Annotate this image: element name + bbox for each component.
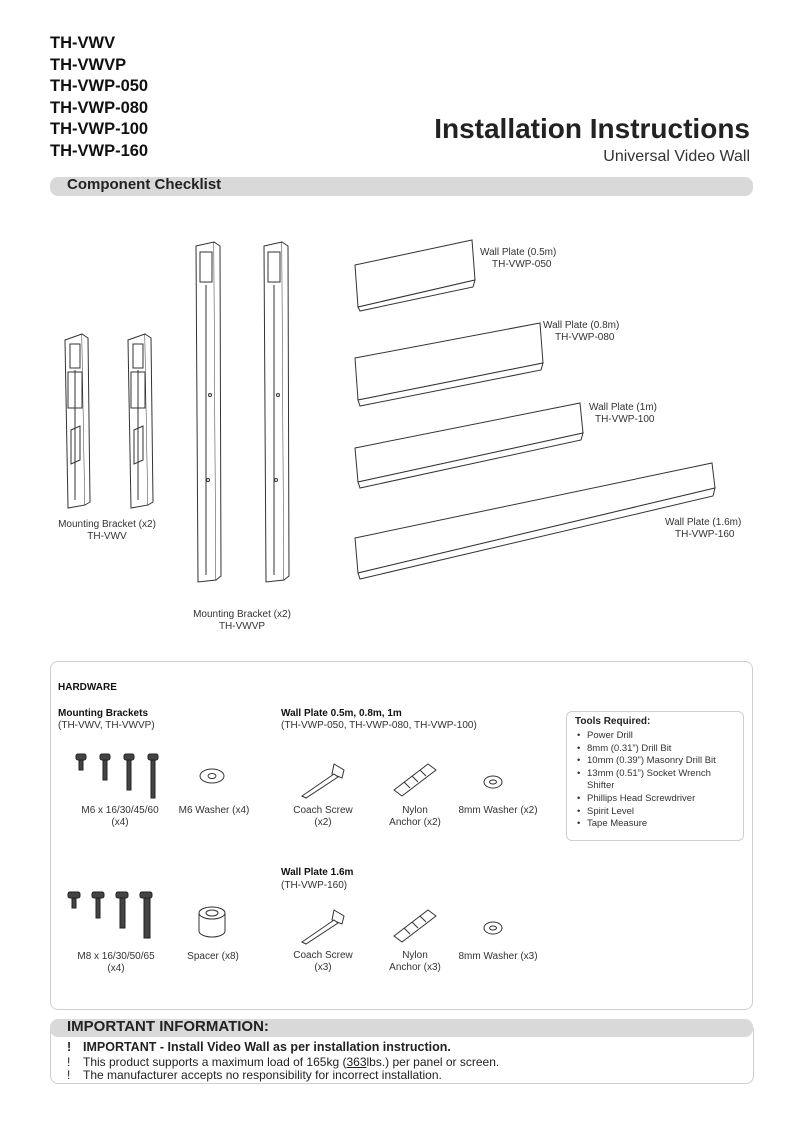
- model-name: TH-VWV: [50, 34, 116, 52]
- mounting-bracket-small-illustration: [60, 330, 160, 510]
- nylon-anchor-a-qty: Anchor (x2): [389, 817, 441, 828]
- nylon-anchor-illustration: [390, 906, 440, 946]
- page-subtitle: Universal Video Wall: [603, 148, 750, 165]
- m8-bolts-caption: [56, 951, 176, 975]
- bracket-tall-model: TH-VWVP: [218, 621, 266, 632]
- important-line-1-text: IMPORTANT - Install Video Wall as per installation instruction.: [83, 1040, 451, 1054]
- model-name: TH-VWP-050: [50, 77, 149, 95]
- washer-8mm-illustration: [482, 920, 504, 938]
- wall-plate-100-caption: [589, 402, 657, 426]
- important-line-2-num: 363: [346, 1055, 367, 1069]
- important-heading: IMPORTANT INFORMATION:: [67, 1018, 269, 1035]
- important-line-2: [67, 1055, 499, 1069]
- wall-plate-080-label: Wall Plate (0.8m): [543, 320, 620, 331]
- coach-screw-b-caption: [288, 950, 358, 974]
- warning-mark: !: [67, 1040, 72, 1054]
- bracket-small-label: Mounting Bracket (x2): [58, 519, 156, 530]
- checklist-heading: Component Checklist: [67, 176, 222, 193]
- m8-bolts-name: M8 x 16/30/50/65: [77, 951, 155, 962]
- nylon-anchor-b-caption: [380, 950, 450, 974]
- tools-list: [575, 730, 716, 831]
- wall-plate-160-caption: [665, 517, 741, 541]
- bracket-small-caption: [55, 519, 159, 543]
- bracket-small-model: TH-VWV: [87, 531, 127, 542]
- plate-large-hardware-models: (TH-VWP-160): [281, 880, 348, 891]
- coach-screw-illustration: [298, 762, 348, 802]
- checklist-heading-bar: [50, 177, 753, 196]
- wall-plate-160-model: TH-VWP-160: [675, 529, 735, 540]
- wall-plate-080-model: TH-VWP-080: [555, 332, 615, 343]
- model-name: TH-VWP-100: [50, 120, 149, 138]
- mounting-hardware-models: (TH-VWV, TH-VWVP): [58, 720, 155, 731]
- nylon-anchor-a-name: Nylon: [402, 805, 428, 816]
- important-line-2-pre: This product supports a maximum load of 165kg (: [83, 1055, 347, 1069]
- plate-small-hardware-title: Wall Plate 0.5m, 0.8m, 1m: [281, 708, 402, 719]
- tool-item: • 13mm (0.51”) Socket Wrench: [575, 768, 716, 781]
- warning-mark: !: [67, 1055, 71, 1069]
- m6-bolts-illustration: [73, 752, 163, 802]
- mounting-bracket-tall-illustration: [190, 240, 300, 585]
- wall-plate-080-caption: [543, 320, 619, 344]
- m6-washer-illustration: [197, 767, 227, 787]
- coach-screw-b-name: Coach Screw: [293, 950, 353, 961]
- warning-mark: !: [67, 1068, 71, 1082]
- nylon-anchor-a-caption: [380, 805, 450, 829]
- page-title: Installation Instructions: [434, 113, 750, 144]
- coach-screw-b-qty: (x3): [314, 962, 332, 973]
- spacer-illustration: [196, 905, 230, 939]
- coach-screw-a-qty: (x2): [314, 817, 332, 828]
- washer-8mm-b-caption: 8mm Washer (x3): [458, 951, 538, 962]
- m6-bolts-name: M6 x 16/30/45/60: [81, 805, 159, 816]
- wall-plate-100-label: Wall Plate (1m): [589, 402, 657, 413]
- nylon-anchor-b-name: Nylon: [402, 950, 428, 961]
- coach-screw-a-caption: [288, 805, 358, 829]
- mounting-hardware-title: Mounting Brackets: [58, 708, 149, 719]
- hardware-heading: HARDWARE: [58, 682, 117, 693]
- wall-plate-100-model: TH-VWP-100: [595, 414, 655, 425]
- wall-plate-050-label: Wall Plate (0.5m): [480, 247, 557, 258]
- m8-bolts-illustration: [66, 890, 156, 940]
- wall-plate-050-model: TH-VWP-050: [492, 259, 552, 270]
- model-name: TH-VWVP: [50, 55, 127, 74]
- tool-item-continuation: Shifter: [587, 780, 615, 792]
- tool-item: • Tape Measure: [575, 818, 716, 831]
- tool-item: • Phillips Head Screwdriver: [575, 793, 716, 806]
- important-line-2-post: lbs.) per panel or screen.: [366, 1055, 500, 1069]
- coach-screw-illustration: [298, 908, 348, 948]
- m6-washer-caption: M6 Washer (x4): [178, 805, 250, 816]
- bracket-tall-caption: [180, 609, 304, 633]
- m6-bolts-caption: [60, 805, 180, 829]
- plate-small-hardware-models: (TH-VWP-050, TH-VWP-080, TH-VWP-100): [281, 720, 477, 731]
- nylon-anchor-b-qty: Anchor (x3): [389, 962, 441, 973]
- nylon-anchor-illustration: [390, 760, 440, 800]
- tool-item: • 10mm (0.39”) Masonry Drill Bit: [575, 755, 716, 768]
- washer-8mm-illustration: [482, 774, 504, 792]
- washer-8mm-a-caption: 8mm Washer (x2): [458, 805, 538, 816]
- wall-plate-080-illustration: [350, 318, 550, 408]
- tool-item: • 8mm (0.31”) Drill Bit: [575, 743, 716, 756]
- m8-bolts-qty: (x4): [107, 963, 125, 974]
- tool-item: • Power Drill: [575, 730, 716, 743]
- coach-screw-a-name: Coach Screw: [293, 805, 353, 816]
- wall-plate-050-illustration: [350, 235, 480, 310]
- model-list: [50, 33, 148, 162]
- wall-plate-050-caption: [480, 247, 556, 271]
- bracket-tall-label: Mounting Bracket (x2): [193, 609, 291, 620]
- important-line-1: [67, 1040, 451, 1054]
- m6-bolts-qty: (x4): [111, 817, 129, 828]
- wall-plate-160-label: Wall Plate (1.6m): [665, 517, 742, 528]
- model-name: TH-VWP-160: [50, 141, 149, 160]
- important-line-3: [67, 1068, 442, 1082]
- important-line-3-text: The manufacturer accepts no responsibility for incorrect installation.: [83, 1068, 442, 1082]
- model-name: TH-VWP-080: [50, 98, 149, 117]
- tool-item: • Spirit Level: [575, 806, 716, 819]
- tools-required-box: [566, 711, 744, 841]
- plate-large-hardware-title: Wall Plate 1.6m: [281, 867, 354, 878]
- spacer-caption: Spacer (x8): [187, 951, 239, 962]
- tools-title: Tools Required:: [575, 716, 651, 727]
- important-heading-bar: [50, 1019, 753, 1037]
